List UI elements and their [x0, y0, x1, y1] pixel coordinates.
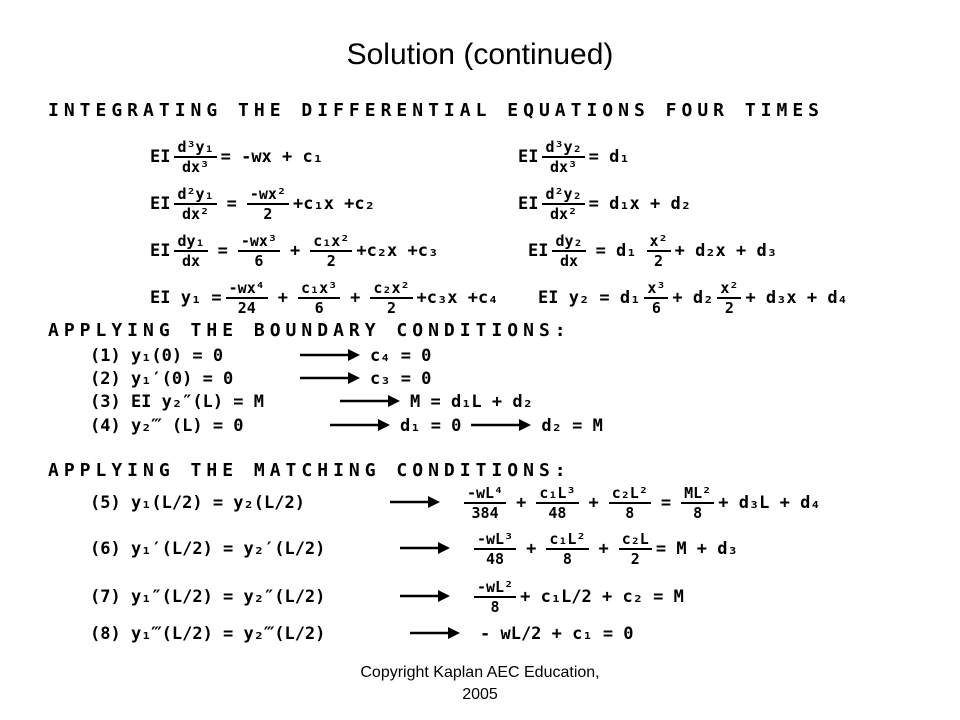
eq-rhs: - wL/2 + c₁ = 0	[480, 624, 634, 644]
eq-lhs: EI	[518, 194, 539, 214]
arrow-icon	[410, 627, 470, 639]
condition-lhs: (3) EI y₂″(L) = M	[90, 392, 264, 412]
plus: +	[526, 539, 537, 559]
copyright-footer	[280, 662, 680, 706]
numerator: -wx⁴	[226, 279, 268, 299]
plus: +	[598, 539, 609, 559]
denominator: 8	[693, 504, 703, 522]
plus: +	[350, 288, 361, 308]
denominator: 6	[254, 252, 264, 270]
matching-7	[90, 578, 684, 616]
numerator: x²	[647, 232, 671, 252]
plus: +	[588, 493, 599, 513]
condition-lhs: (7) y₁″(L/2) = y₂″(L/2)	[90, 587, 326, 607]
eq-right-3	[528, 232, 777, 270]
condition-rhs-2: d₂ = M	[541, 416, 603, 436]
fraction	[226, 279, 268, 317]
footer-line-2: 2005	[462, 686, 498, 703]
arrow-icon	[471, 419, 531, 431]
fraction	[370, 279, 412, 317]
numerator: c₁L²	[546, 530, 588, 550]
equals: =	[226, 194, 237, 214]
plus: +	[516, 493, 527, 513]
matching-8	[90, 624, 634, 644]
boundary-1	[90, 346, 431, 366]
fraction	[609, 484, 651, 522]
fraction	[647, 232, 671, 270]
denominator: dx³	[550, 158, 578, 176]
numerator: c₂x²	[370, 279, 412, 299]
numerator: x²	[717, 279, 741, 299]
eq-left-1	[150, 138, 323, 176]
heading-matching: APPLYING THE MATCHING CONDITIONS:	[48, 460, 571, 481]
denominator: dx²	[182, 205, 210, 223]
denominator: 48	[548, 504, 567, 522]
eq-right-4	[538, 279, 848, 317]
condition-rhs: c₄ = 0	[370, 346, 432, 366]
eq-rhs: = M + d₃	[655, 539, 738, 559]
equals: =	[217, 241, 228, 261]
numerator: c₁x³	[298, 279, 340, 299]
condition-lhs: (4) y₂‴ (L) = 0	[90, 416, 244, 436]
denominator: 2	[263, 205, 273, 223]
eq-lhs: EI y₁ =	[150, 288, 222, 308]
eq-left-2	[150, 185, 375, 223]
equals: =	[660, 493, 672, 513]
slide-title: Solution (continued)	[346, 38, 614, 71]
denominator: 24	[237, 299, 256, 317]
eq-rhs: +c₃x +c₄	[416, 288, 499, 308]
eq-rhs: + d₃L + d₄	[718, 493, 821, 513]
arrow-icon	[300, 372, 360, 384]
denominator: 2	[326, 252, 336, 270]
denominator: 8	[625, 504, 635, 522]
condition-lhs: (6) y₁′(L/2) = y₂′(L/2)	[90, 539, 326, 559]
numerator: dy₂	[552, 232, 585, 252]
denominator: dx	[182, 252, 201, 270]
heading-integrating: INTEGRATING THE DIFFERENTIAL EQUATIONS FOUR TIMES	[48, 100, 825, 121]
eq-rhs: + c₁L/2 + c₂ = M	[520, 587, 684, 607]
denominator: 2	[386, 299, 396, 317]
fraction	[542, 185, 584, 223]
fraction	[174, 138, 216, 176]
condition-rhs: M = d₁L + d₂	[410, 392, 533, 412]
numerator: c₂L	[619, 530, 652, 550]
eq-rhs: = d₁x + d₂	[588, 194, 691, 214]
plus: +	[289, 241, 301, 261]
fraction	[644, 279, 668, 317]
heading-boundary: APPLYING THE BOUNDARY CONDITIONS:	[48, 320, 571, 341]
eq-rhs: +c₂x +c₃	[356, 241, 439, 261]
denominator: 2	[654, 252, 664, 270]
matching-6	[90, 530, 738, 568]
numerator: d²y₂	[542, 185, 584, 205]
numerator: c₁L³	[536, 484, 578, 504]
numerator: d²y₁	[174, 185, 216, 205]
arrow-icon	[390, 496, 450, 508]
eq-right-2	[518, 185, 691, 223]
fraction	[681, 484, 714, 522]
numerator: d³y₂	[542, 138, 584, 158]
eq-mid: + d₂	[672, 288, 714, 308]
numerator: c₂L²	[609, 484, 651, 504]
arrow-icon	[300, 349, 360, 361]
fraction	[474, 578, 516, 616]
eq-lhs: EI	[150, 194, 171, 214]
matching-5	[90, 484, 821, 522]
denominator: dx	[560, 252, 579, 270]
eq-rhs: + d₂x + d₃	[674, 241, 777, 261]
plus: +	[277, 288, 289, 308]
condition-lhs: (2) y₁′(0) = 0	[90, 369, 234, 389]
denominator: 384	[471, 504, 499, 522]
fraction	[174, 185, 216, 223]
eq-lhs: EI	[150, 147, 171, 167]
fraction	[298, 279, 340, 317]
condition-lhs: (5) y₁(L/2) = y₂(L/2)	[90, 493, 305, 513]
numerator: x³	[644, 279, 668, 299]
arrow-icon	[330, 419, 390, 431]
numerator: dy₁	[174, 232, 207, 252]
denominator: 6	[651, 299, 661, 317]
fraction	[619, 530, 652, 568]
fraction	[464, 484, 506, 522]
denominator: 6	[314, 299, 324, 317]
eq-left-3	[150, 232, 438, 270]
numerator: ML²	[681, 484, 714, 504]
numerator: d³y₁	[174, 138, 216, 158]
boundary-2	[90, 369, 431, 389]
eq-rhs: + d₃x + d₄	[745, 288, 848, 308]
fraction	[174, 232, 207, 270]
eq-lhs: EI	[518, 147, 539, 167]
denominator: 2	[724, 299, 734, 317]
numerator: c₁x²	[310, 232, 352, 252]
fraction	[536, 484, 578, 522]
eq-lhs: EI	[528, 241, 549, 261]
denominator: 2	[630, 550, 640, 568]
condition-rhs: d₁ = 0	[400, 416, 462, 436]
arrow-icon	[340, 395, 400, 407]
eq-rhs: +c₁x +c₂	[292, 194, 375, 214]
boundary-4	[90, 416, 603, 436]
eq-right-1	[518, 138, 630, 176]
fraction	[542, 138, 584, 176]
footer-line-1: Copyright Kaplan AEC Education,	[360, 664, 600, 681]
arrow-icon	[400, 542, 460, 554]
boundary-3	[90, 392, 533, 412]
fraction	[474, 530, 516, 568]
eq-rhs: = d₁	[588, 147, 630, 167]
fraction	[717, 279, 741, 317]
numerator: -wx³	[238, 232, 280, 252]
denominator: dx²	[550, 205, 578, 223]
denominator: 8	[490, 598, 500, 616]
numerator: -wL⁴	[464, 484, 506, 504]
eq-left-4	[150, 279, 498, 317]
numerator: -wL²	[474, 578, 516, 598]
denominator: dx³	[182, 158, 210, 176]
numerator: -wx²	[247, 185, 289, 205]
eq-lhs: EI y₂ = d₁	[538, 288, 641, 308]
fraction	[552, 232, 585, 270]
condition-lhs: (1) y₁(0) = 0	[90, 346, 224, 366]
condition-rhs: c₃ = 0	[370, 369, 432, 389]
arrow-icon	[400, 590, 460, 602]
numerator: -wL³	[474, 530, 516, 550]
eq-lhs: EI	[150, 241, 171, 261]
condition-lhs: (8) y₁‴(L/2) = y₂‴(L/2)	[90, 624, 326, 644]
fraction	[310, 232, 352, 270]
fraction	[247, 185, 289, 223]
fraction	[238, 232, 280, 270]
equals: = d₁	[595, 241, 637, 261]
fraction	[546, 530, 588, 568]
eq-rhs: = -wx + c₁	[220, 147, 323, 167]
denominator: 48	[486, 550, 505, 568]
denominator: 8	[562, 550, 572, 568]
